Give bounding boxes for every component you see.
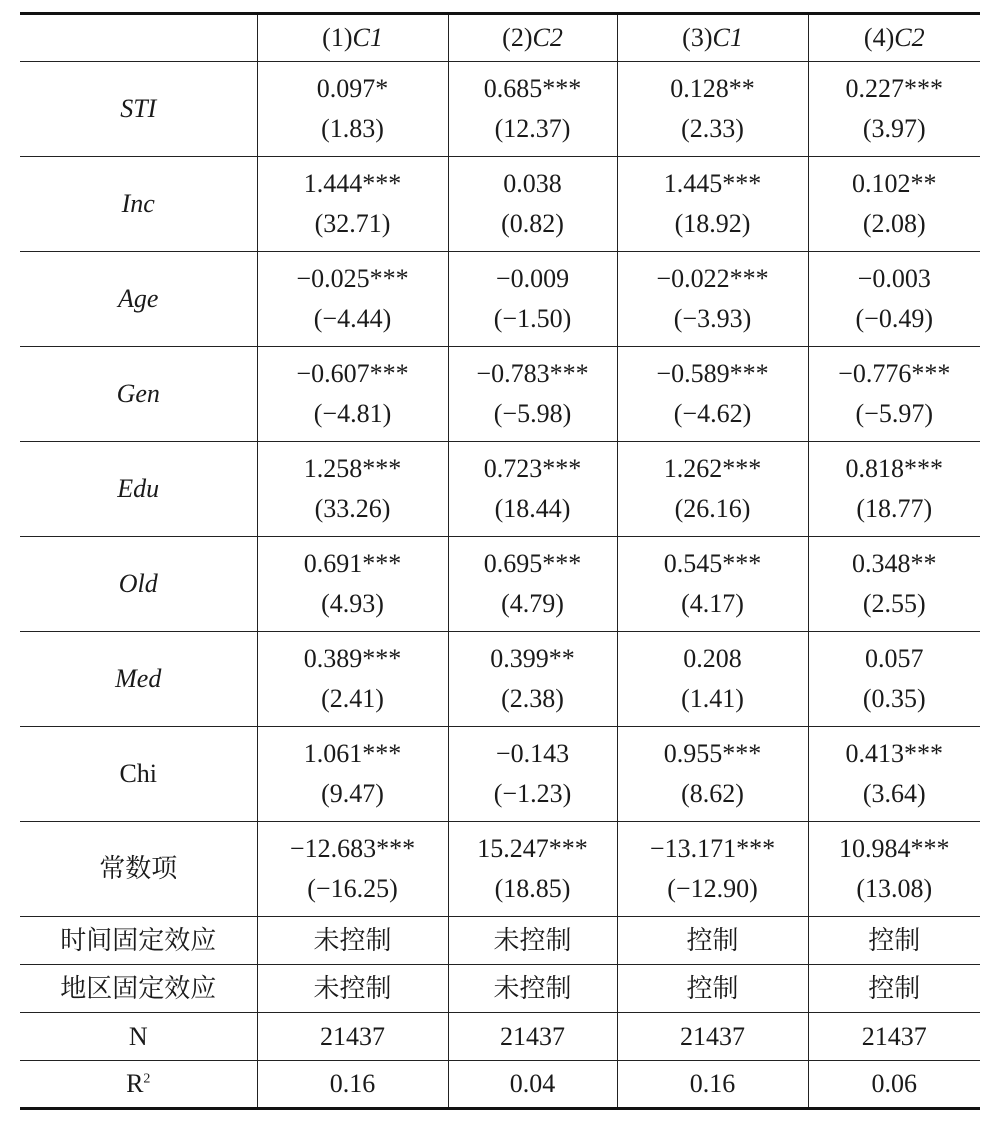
table-cell [448, 252, 617, 347]
coef-value: −0.589*** [656, 359, 769, 388]
table-cell [808, 537, 980, 632]
coef-value: 1.258*** [303, 454, 402, 483]
table-cell: 0.16 [257, 1061, 448, 1109]
row-label: 时间固定效应 [20, 917, 257, 965]
row-label: Gen [20, 347, 257, 442]
t-value: (2.08) [862, 209, 926, 238]
coef-value: 0.413*** [845, 739, 943, 768]
t-value: (−0.49) [855, 304, 933, 333]
footer-row [20, 1013, 980, 1061]
coef-value: 0.723*** [483, 454, 582, 483]
header-col-2: (2)C2 [448, 14, 617, 62]
row-label: N [20, 1013, 257, 1061]
table-cell [617, 157, 808, 252]
t-value: (32.71) [314, 209, 391, 238]
t-value: (1.41) [681, 684, 744, 713]
t-value: (0.35) [862, 684, 926, 713]
table-cell [617, 537, 808, 632]
table-cell [808, 252, 980, 347]
footer-row [20, 965, 980, 1013]
table-cell [448, 537, 617, 632]
t-value: (−5.97) [855, 399, 933, 428]
table-cell: 21437 [617, 1013, 808, 1061]
table-cell [617, 62, 808, 157]
coef-value: 0.695*** [483, 549, 582, 578]
table-cell [257, 157, 448, 252]
table-cell [617, 442, 808, 537]
table-cell [808, 62, 980, 157]
table-cell [257, 632, 448, 727]
header-col-1: (1)C1 [257, 14, 448, 62]
t-value: (12.37) [494, 114, 571, 143]
t-value: (8.62) [681, 779, 744, 808]
t-value: (−4.81) [313, 399, 392, 428]
coef-value: 15.247*** [477, 834, 588, 863]
row-label: 常数项 [20, 822, 257, 917]
coef-value: 1.445*** [663, 169, 762, 198]
table-row [20, 442, 980, 537]
row-label: Med [20, 632, 257, 727]
table-cell [257, 822, 448, 917]
header-corner [20, 14, 257, 62]
coef-value: −0.022*** [656, 264, 769, 293]
table-cell: 21437 [448, 1013, 617, 1061]
t-value: (4.93) [321, 589, 384, 618]
table-cell [808, 347, 980, 442]
row-label [20, 1061, 257, 1109]
header-col-4: (4)C2 [808, 14, 980, 62]
coef-value: 1.444*** [303, 169, 402, 198]
table-cell: 控制 [617, 965, 808, 1013]
t-value: (9.47) [321, 779, 384, 808]
t-value: (−16.25) [307, 874, 398, 903]
table-cell [808, 157, 980, 252]
table-cell [448, 62, 617, 157]
coef-value: 1.262*** [663, 454, 762, 483]
coef-value: −0.143 [495, 739, 570, 768]
table-cell: 0.16 [617, 1061, 808, 1109]
t-value: (33.26) [314, 494, 391, 523]
table-row [20, 822, 980, 917]
t-value: (−4.62) [673, 399, 752, 428]
t-value: (18.77) [856, 494, 933, 523]
t-value: (4.79) [501, 589, 564, 618]
table-cell [808, 822, 980, 917]
header-row [20, 14, 980, 62]
table-cell: 未控制 [257, 917, 448, 965]
footer-row [20, 1061, 980, 1109]
table-row [20, 537, 980, 632]
coef-value: 0.691*** [303, 549, 402, 578]
table-cell: 21437 [257, 1013, 448, 1061]
row-label: Age [20, 252, 257, 347]
coef-value: 0.208 [683, 644, 742, 673]
t-value: (4.17) [681, 589, 744, 618]
coef-value: 0.102** [852, 169, 937, 198]
coef-value: −0.776*** [838, 359, 951, 388]
table-cell: 0.06 [808, 1061, 980, 1109]
t-value: (−12.90) [667, 874, 758, 903]
t-value: (−1.23) [493, 779, 572, 808]
table-cell [808, 442, 980, 537]
t-value: (2.41) [321, 684, 384, 713]
coef-value: 0.399** [490, 644, 575, 673]
table-cell [257, 727, 448, 822]
table-cell [257, 442, 448, 537]
table-row [20, 347, 980, 442]
table-cell [617, 822, 808, 917]
coef-value: −0.783*** [476, 359, 589, 388]
table-row [20, 632, 980, 727]
t-value: (−5.98) [493, 399, 572, 428]
table-row [20, 252, 980, 347]
table-row [20, 727, 980, 822]
table-cell: 控制 [808, 965, 980, 1013]
coef-value: −0.025*** [296, 264, 409, 293]
coef-value: −0.003 [857, 264, 931, 293]
regression-table [20, 12, 980, 1110]
coef-value: 0.818*** [845, 454, 943, 483]
coef-value: 1.061*** [303, 739, 402, 768]
table-cell [448, 822, 617, 917]
coef-value: −0.009 [495, 264, 570, 293]
coef-value: 0.389*** [303, 644, 402, 673]
coef-value: 0.038 [503, 169, 562, 198]
coef-value: 0.097* [316, 74, 389, 103]
row-label: STI [20, 62, 257, 157]
row-label: 地区固定效应 [20, 965, 257, 1013]
t-value: (18.92) [674, 209, 751, 238]
table-cell [257, 347, 448, 442]
coef-value: 0.545*** [663, 549, 762, 578]
coef-value: 0.685*** [483, 74, 582, 103]
t-value: (−1.50) [493, 304, 572, 333]
table-cell: 未控制 [448, 965, 617, 1013]
coef-value: −13.171*** [649, 834, 776, 863]
t-value: (1.83) [321, 114, 384, 143]
table-cell [448, 442, 617, 537]
table-cell [617, 727, 808, 822]
coef-value: −0.607*** [296, 359, 409, 388]
table-cell: 控制 [617, 917, 808, 965]
r-superscript: 2 [143, 1071, 151, 1087]
table-cell [808, 632, 980, 727]
table-cell [257, 537, 448, 632]
table-cell [617, 252, 808, 347]
coef-value: 0.128** [670, 74, 755, 103]
table-cell: 未控制 [257, 965, 448, 1013]
footer-row [20, 917, 980, 965]
table-cell [617, 347, 808, 442]
t-value: (26.16) [674, 494, 751, 523]
t-value: (2.55) [862, 589, 926, 618]
t-value: (3.64) [862, 779, 926, 808]
t-value: (−3.93) [673, 304, 752, 333]
t-value: (18.85) [494, 874, 571, 903]
coef-value: 10.984*** [839, 834, 950, 863]
coef-value: 0.227*** [845, 74, 943, 103]
coef-value: 0.348** [852, 549, 937, 578]
header-col-3: (3)C1 [617, 14, 808, 62]
table-cell [257, 62, 448, 157]
row-label: Chi [20, 727, 257, 822]
table-cell [617, 632, 808, 727]
row-label: Inc [20, 157, 257, 252]
table-cell [257, 252, 448, 347]
table-cell: 未控制 [448, 917, 617, 965]
t-value: (0.82) [501, 209, 564, 238]
coef-value: −12.683*** [289, 834, 416, 863]
table-cell [808, 727, 980, 822]
t-value: (2.38) [501, 684, 564, 713]
t-value: (3.97) [862, 114, 926, 143]
table-cell: 21437 [808, 1013, 980, 1061]
row-label: Old [20, 537, 257, 632]
table-cell [448, 157, 617, 252]
t-value: (13.08) [856, 874, 933, 903]
table-row [20, 62, 980, 157]
row-label: Edu [20, 442, 257, 537]
table-cell [448, 727, 617, 822]
t-value: (2.33) [681, 114, 744, 143]
table-cell: 0.04 [448, 1061, 617, 1109]
r-label: R [126, 1069, 144, 1098]
table-cell: 控制 [808, 917, 980, 965]
table-row [20, 157, 980, 252]
t-value: (18.44) [494, 494, 571, 523]
t-value: (−4.44) [313, 304, 392, 333]
coef-value: 0.955*** [663, 739, 762, 768]
coef-value: 0.057 [865, 644, 924, 673]
table-cell [448, 347, 617, 442]
table-cell [448, 632, 617, 727]
